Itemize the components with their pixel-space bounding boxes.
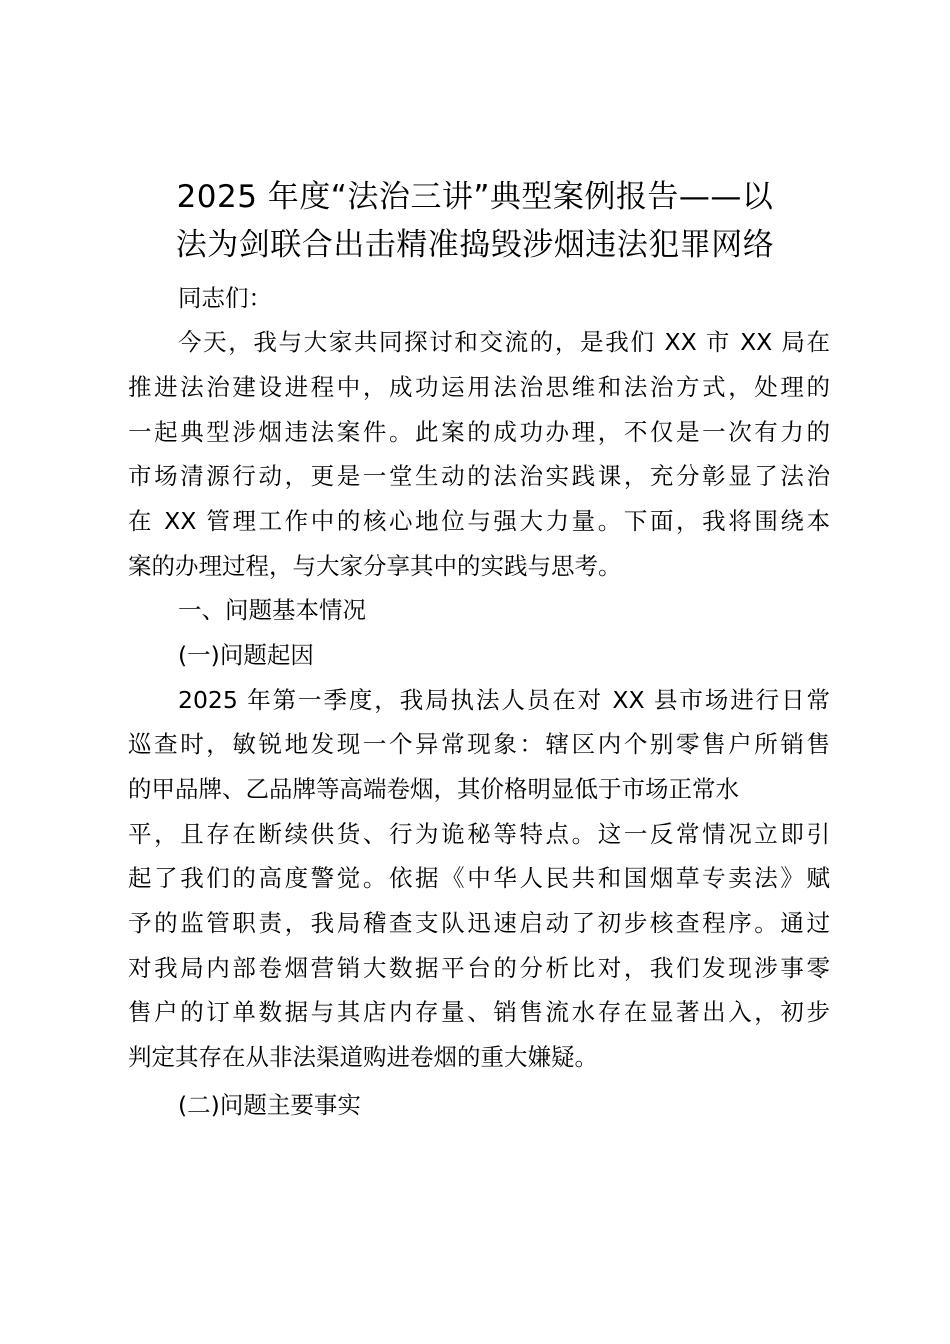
- document-title-line-2: 法为剑联合出击精准捣毁涉烟违法犯罪网络: [175, 227, 775, 263]
- paragraph1-line: 推进法治建设进程中，成功运用法治思维和法治方式，处理的: [128, 373, 830, 401]
- subsection-heading-2: (二)问题主要事实: [178, 1091, 361, 1119]
- paragraph1-line: 案的办理过程，与大家分享其中的实践与思考。: [128, 552, 622, 580]
- paragraph1-line: 市场清源行动，更是一堂生动的法治实践课，充分彰显了法治: [128, 462, 830, 490]
- document-title-line-1: 2025 年度“法治三讲”典型案例报告——以: [176, 179, 774, 215]
- paragraph2-line: 巡查时，敏锐地发现一个异常现象：辖区内个别零售户所销售: [128, 730, 830, 758]
- paragraph1-line: 一起典型涉烟违法案件。此案的成功办理，不仅是一次有力的: [128, 418, 830, 446]
- paragraph2-line: 予的监管职责，我局稽查支队迅速启动了初步核查程序。通过: [128, 909, 830, 937]
- paragraph1-line: 今天，我与大家共同探讨和交流的，是我们 XX 市 XX 局在: [178, 328, 830, 356]
- paragraph2-line: 平，且存在断续供货、行为诡秘等特点。这一反常情况立即引: [128, 820, 830, 848]
- paragraph1-line: 在 XX 管理工作中的核心地位与强大力量。下面，我将围绕本: [128, 507, 830, 535]
- paragraph2-line: 判定其存在从非法渠道购进卷烟的重大嫌疑。: [128, 1043, 598, 1071]
- paragraph2-line: 售户的订单数据与其店内存量、销售流水存在显著出入，初步: [128, 998, 830, 1026]
- section-heading-1: 一、问题基本情况: [178, 596, 366, 624]
- paragraph2-line: 对我局内部卷烟营销大数据平台的分析比对，我们发现涉事零: [128, 954, 830, 982]
- paragraph2-line: 2025 年第一季度，我局执法人员在对 XX 县市场进行日常: [178, 686, 830, 714]
- subsection-heading-1: (一)问题起因: [178, 641, 314, 669]
- salutation: 同志们：: [178, 284, 272, 312]
- paragraph2-line: 的甲品牌、乙品牌等高端卷烟，其价格明显低于市场正常水: [128, 775, 739, 803]
- paragraph2-line: 起了我们的高度警觉。依据《中华人民共和国烟草专卖法》赋: [128, 864, 830, 892]
